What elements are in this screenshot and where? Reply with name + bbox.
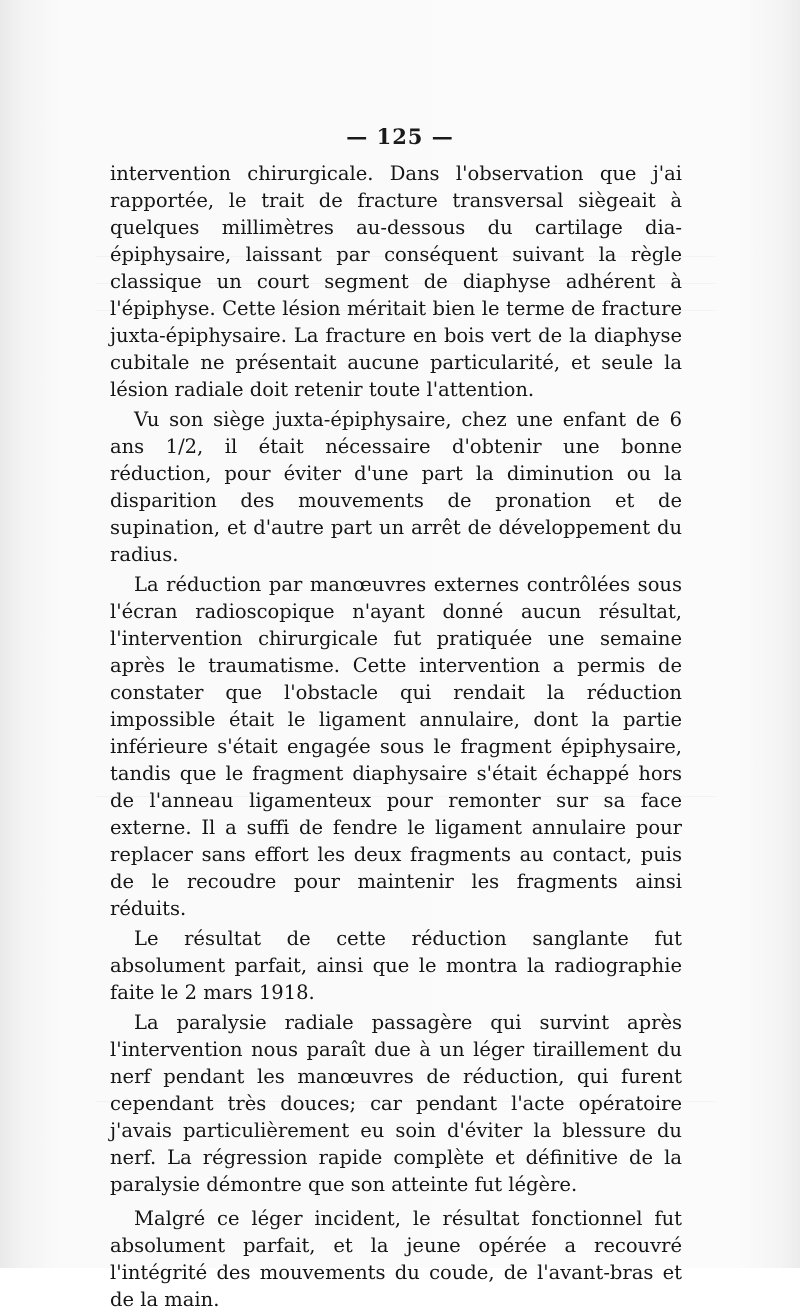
paragraph: Vu son siège juxta-épiphysaire, chez une enfant de 6 ans 1/2, il était nécessaire d'obtenir une bonne réduction, pour éviter d'une part la diminution ou la disparition des mouvements de pronation et de supination, et d'autre part un arrêt de développement du radius. — [110, 408, 682, 566]
paragraph: Malgré ce léger incident, le résultat fonctionnel fut absolument parfait, et la jeune opérée a recouvré l'intégrité des mouvements du coude, de l'avant-bras et de la main. — [110, 1207, 682, 1311]
paragraph: Le résultat de cette réduction sanglante fut absolument parfait, ainsi que le montra la radiographie faite le 2 mars 1918. — [110, 927, 682, 1004]
body-text — [110, 160, 682, 1316]
paragraph: La paralysie radiale passagère qui survint après l'intervention nous paraît due à un léger tiraillement du nerf pendant les manœuvres de réduction, qui furent cependant très douces; car pendant l'acte opératoire j'avais particulièrement eu soin d'éviter la blessure du nerf. La régression rapide complète et définitive de la paralysie démontre que son atteinte fut légère. — [110, 1011, 682, 1196]
paragraph: intervention chirurgicale. Dans l'observation que j'ai rapportée, le trait de fracture transversal siègeait à quelques millimètres au-dessous du cartilage dia-épiphysaire, laissant par conséquent suivant la règle classique un court segment de diaphyse adhérent à l'épiphyse. Cette lésion méritait bien le terme de fracture juxta-épiphysaire. La fracture en bois vert de la diaphyse cubitale ne présentait aucune particularité, et seule la lésion radiale doit retenir toute l'attention. — [110, 162, 682, 401]
paragraph: La réduction par manœuvres externes contrôlées sous l'écran radioscopique n'ayant donné aucun résultat, l'intervention chirurgicale fut pratiquée une semaine après le traumatisme. Cette intervention a permis de constater que l'obstacle qui rendait la réduction impossible était le ligament annulaire, dont la partie inférieure s'était engagée sous le fragment épiphysaire, tandis que le fragment diaphysaire s'était échappé hors de l'anneau ligamenteux pour remonter sur sa face externe. Il a suffi de fendre le ligament annulaire pour replacer sans effort les deux fragments au contact, puis de le recoudre pour maintenir les fragments ainsi réduits. — [110, 573, 682, 920]
page-number: — 125 — — [346, 124, 454, 149]
